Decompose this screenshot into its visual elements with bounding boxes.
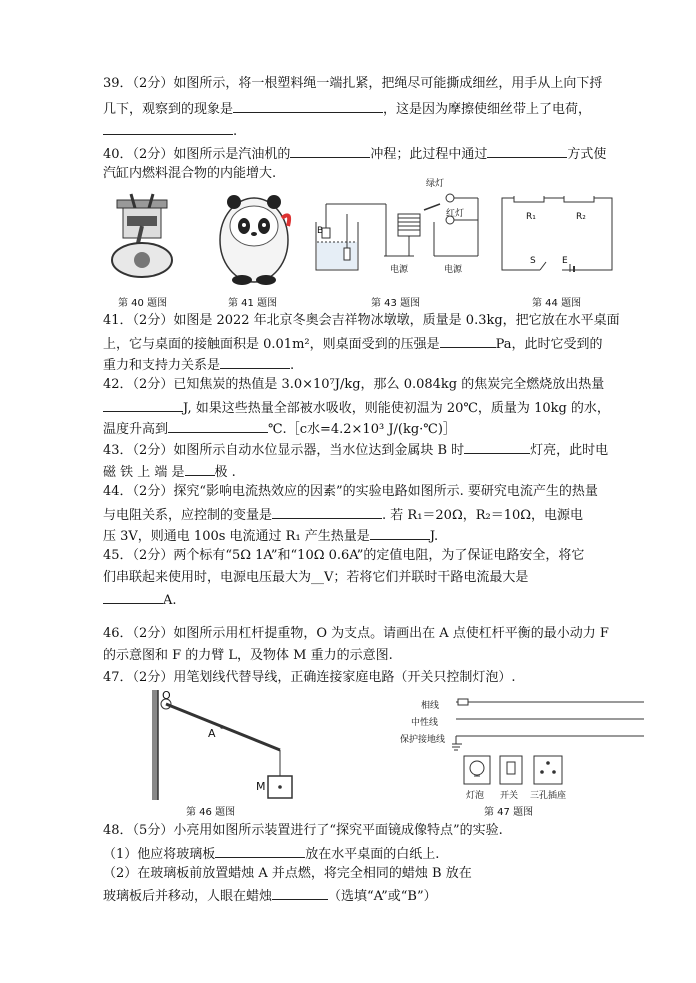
metal-b-label: B	[317, 226, 324, 236]
r1-label: R₁	[526, 212, 536, 222]
point-a-label: A	[208, 727, 216, 740]
socket-label: 三孔插座	[530, 791, 567, 801]
q47-line-1: 47．（2分）用笔划线代替导线，正确连接家庭电路（开关只控制灯泡）.	[103, 670, 516, 685]
red-lamp-label: 红灯	[446, 209, 465, 219]
q42-line-2: J, 如果这些热量全部被水吸收，则能使初温为 20℃，质量为 10kg 的水，	[103, 399, 610, 417]
lever-figure	[150, 690, 300, 800]
q43-line-2: 磁 铁 上 端 是 极 .	[103, 465, 236, 480]
q44-line-2: 与电阻关系，应控制的变量是 . 若 R₁＝20Ω，R₂＝10Ω，电源电	[103, 508, 584, 523]
answer-blank[interactable]	[272, 506, 382, 519]
q46-line-2: 的示意图和 F 的力臂 L，及物体 M 重力的示意图.	[103, 648, 393, 663]
engine-figure	[103, 190, 181, 282]
mass-m-label: M	[256, 780, 266, 793]
q41-line-2: 上，它与桌面的接触面积是 0.01m²，则桌面受到的压强是 Pa，此时它受到的	[103, 337, 603, 352]
q39-line-2: 几下，观察到的现象是 ，这是因为摩擦使细丝带上了电荷，	[103, 102, 592, 117]
power-label-1: 电源	[390, 265, 409, 275]
answer-blank[interactable]	[215, 845, 305, 858]
q43-line-1: 43．（2分）如图所示自动水位显示器，当水位达到金属块 B 时 灯亮，此时电	[103, 443, 609, 458]
fig43-caption: 第 43 题图	[371, 298, 421, 309]
switch-s-label: S	[530, 256, 536, 266]
q48-line-2: （1）他应将玻璃板 放在水平桌面的白纸上.	[103, 847, 440, 862]
q44-line-1: 44．（2分）探究“影响电流热效应的因素”的实验电路如图所示. 要研究电流产生的热量	[103, 484, 598, 499]
pivot-o-label: O	[162, 689, 171, 702]
live-wire-label: 相线	[421, 701, 440, 711]
q41-line-1: 41．（2分）如图是 2022 年北京冬奥会吉祥物冰墩墩，质量是 0.3kg，把它放在水平桌面	[103, 313, 620, 328]
mascot-figure	[212, 188, 296, 288]
q42-line-1: 42．（2分）已知焦炭的热值是 3.0×10⁷J/kg，那么 0.084kg 的焦炭完全燃烧放出热量	[103, 377, 605, 392]
q40-line-1: 40．（2分）如图所示是汽油机的 冲程；此过程中通过 方式使	[103, 147, 607, 162]
q45-line-2: 们串联起来使用时，电源电压最大为__V；若将它们并联时干路电流最大是	[103, 570, 529, 585]
q39-line-1: 39．（2分）如图所示，将一根塑料绳一端扎紧，把绳尽可能撕成细丝，用手从上向下捋	[103, 76, 603, 91]
q45-line-3: A.	[103, 591, 177, 609]
fig44-caption: 第 44 题图	[532, 298, 582, 309]
q45-line-1: 45．（2分）两个标有“5Ω 1A”和“10Ω 0.6A”的定值电阻，为了保证电路安全，将它	[103, 548, 585, 563]
green-lamp-label: 绿灯	[426, 179, 445, 189]
answer-blank[interactable]	[290, 145, 370, 158]
answer-blank[interactable]	[272, 887, 328, 900]
q48-line-3: （2）在玻璃板前放置蜡烛 A 并点燃，将完全相同的蜡烛 B 放在	[103, 866, 472, 881]
fig46-caption: 第 46 题图	[186, 807, 236, 818]
answer-blank[interactable]	[220, 356, 290, 369]
q39-line-3: .	[103, 122, 237, 140]
q48-line-1: 48．（5分）小亮用如图所示装置进行了“探究平面镜成像特点”的实验.	[103, 823, 503, 838]
answer-blank[interactable]	[168, 420, 268, 433]
answer-blank[interactable]	[464, 441, 530, 454]
switch-label: 开关	[500, 791, 519, 801]
answer-blank[interactable]	[233, 100, 383, 113]
answer-blank[interactable]	[487, 145, 567, 158]
q42-line-3: 温度升高到 ℃.［c水=4.2×10³ J/(kg·℃)］	[103, 422, 456, 437]
ground-wire-label: 保护接地线	[400, 735, 446, 745]
resistor-circuit-figure	[500, 196, 614, 272]
fig47-caption: 第 47 题图	[484, 807, 534, 818]
q41-line-3: 重力和支持力关系是 .	[103, 358, 295, 373]
answer-blank[interactable]	[370, 527, 430, 540]
q44-line-3: 压 3V，则通电 100s 电流通过 R₁ 产生热量是 J.	[103, 529, 439, 544]
fig40-caption: 第 40 题图	[118, 298, 168, 309]
q40-line-2: 汽缸内燃料混合物的内能增大.	[103, 166, 277, 181]
answer-blank[interactable]	[103, 399, 183, 412]
battery-e-label: E	[562, 256, 568, 266]
lamp-label: 灯泡	[466, 791, 485, 801]
neutral-wire-label: 中性线	[411, 718, 439, 728]
fig41-caption: 第 41 题图	[228, 298, 278, 309]
answer-blank[interactable]	[103, 591, 163, 604]
q48-line-4: 玻璃板后并移动，人眼在蜡烛 （选填“A”或“B”）	[103, 889, 437, 904]
r2-label: R₂	[576, 212, 586, 222]
answer-blank[interactable]	[103, 122, 233, 135]
answer-blank[interactable]	[185, 463, 215, 476]
q46-line-1: 46．（2分）如图所示用杠杆提重物，O 为支点。请画出在 A 点使杠杆平衡的最小动力 F	[103, 626, 609, 641]
power-label-2: 电源	[444, 265, 463, 275]
household-circuit-figure	[452, 696, 648, 786]
answer-blank[interactable]	[440, 335, 496, 348]
